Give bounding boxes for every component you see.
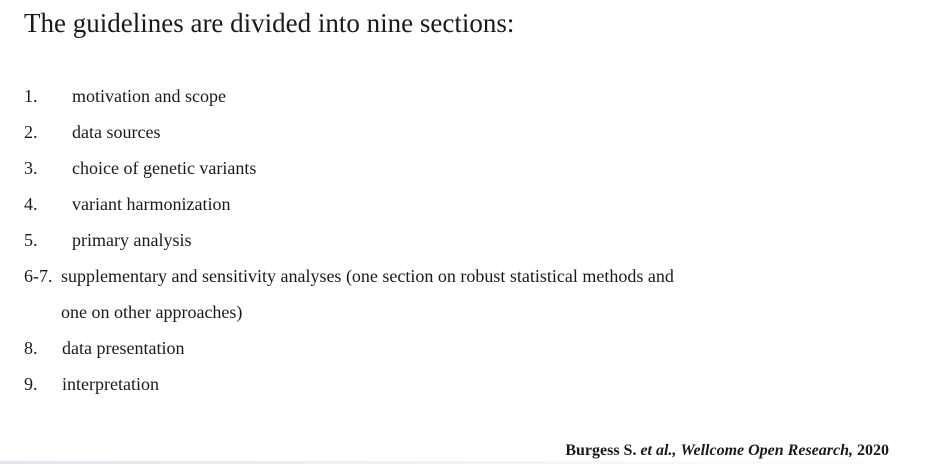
list-item-text: interpretation bbox=[62, 374, 159, 394]
list-item-text: data sources bbox=[72, 122, 161, 142]
list-item-number: 4. bbox=[24, 194, 38, 214]
list-item bbox=[24, 85, 424, 107]
list-item-continuation: one on other approaches) bbox=[61, 302, 243, 322]
list-item-number: 1. bbox=[24, 86, 38, 106]
list-item-text: data presentation bbox=[62, 338, 185, 358]
list-item-text: primary analysis bbox=[72, 230, 192, 250]
citation-year: 2020 bbox=[857, 442, 889, 459]
slide-title: The guidelines are divided into nine sections: bbox=[24, 8, 515, 38]
citation-etal: et al., bbox=[640, 442, 677, 459]
list-item-number: 6-7. bbox=[24, 266, 53, 286]
list-item-text: choice of genetic variants bbox=[72, 158, 257, 178]
list-item bbox=[24, 337, 424, 359]
list-item bbox=[24, 373, 424, 395]
list-item-number: 8. bbox=[24, 338, 38, 358]
list-item-number: 3. bbox=[24, 158, 38, 178]
citation-journal: Wellcome Open Research, bbox=[680, 442, 853, 459]
list-item bbox=[24, 121, 424, 143]
list-item bbox=[24, 229, 424, 251]
list-item bbox=[24, 265, 884, 323]
list-item-number: 5. bbox=[24, 230, 38, 250]
list-item-number: 2. bbox=[24, 122, 38, 142]
list-item bbox=[24, 157, 424, 179]
citation bbox=[565, 440, 889, 462]
list-item-text: supplementary and sensitivity analyses (one section on robust statistical methods and bbox=[61, 266, 674, 286]
list-item-number: 9. bbox=[24, 374, 38, 394]
list-item-text: variant harmonization bbox=[72, 194, 231, 214]
list-item-text: motivation and scope bbox=[72, 86, 226, 106]
list-item bbox=[24, 193, 424, 215]
citation-authors: Burgess S. bbox=[565, 442, 637, 459]
